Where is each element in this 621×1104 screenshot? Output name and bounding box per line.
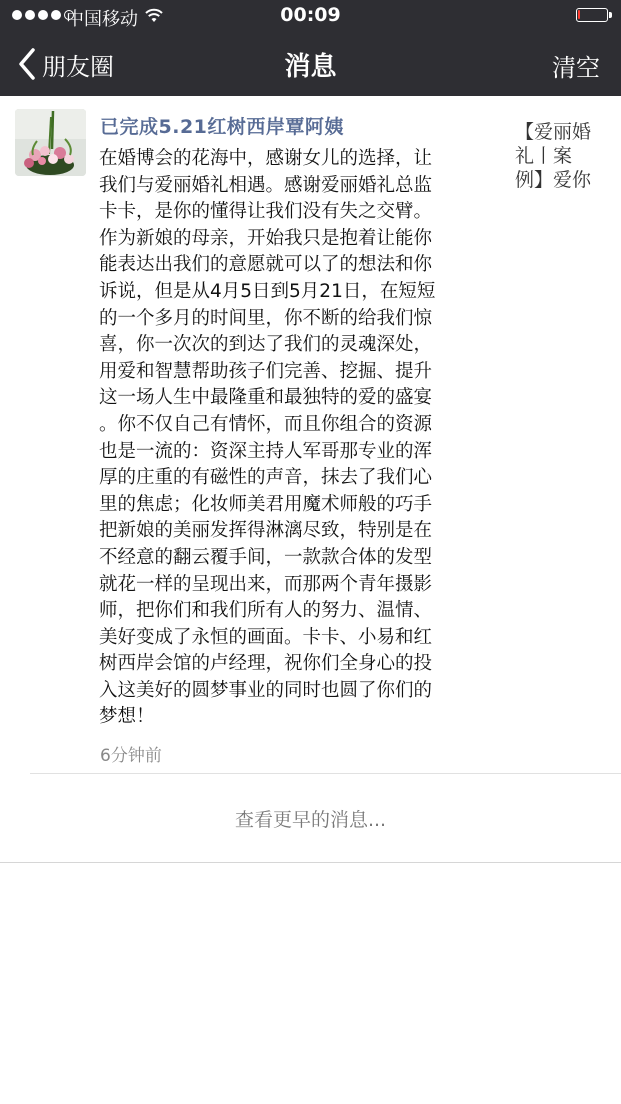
top-bar (0, 0, 621, 96)
page-title: 消息 (284, 52, 337, 82)
message-content-line: 就花一样的呈现出来，而那两个青年摄影 (99, 573, 433, 595)
message-content-line: 也是一流的：资深主持人军哥那专业的浑 (99, 440, 433, 462)
message-content-line: 这一场人生中最隆重和最独特的爱的盛宴 (99, 387, 433, 409)
message-content-line: 师，把你们和我们所有人的努力、温情、 (99, 600, 433, 622)
carrier-name: 中国移动 (66, 9, 138, 30)
avatar[interactable] (15, 109, 86, 176)
message-content-line: 梦想！ (99, 706, 155, 728)
message-content-line: 把新娘的美丽发挥得淋漓尽致，特别是在 (99, 520, 433, 542)
chevron-left-icon (16, 47, 38, 81)
message-content-line: 美好变成了永恒的画面。卡卡、小易和红 (99, 626, 433, 648)
flower-avatar-image (15, 109, 86, 176)
sender-name[interactable]: 已完成5.21红树西岸覃阿姨 (100, 116, 344, 138)
message-content-line: 厚的庄重的有磁性的声音，抹去了我们心 (99, 467, 433, 489)
message-content-line: 入这美好的圆梦事业的同时也圆了你们的 (99, 679, 433, 701)
load-earlier-messages-button[interactable]: 查看更早的消息... (234, 808, 387, 831)
message-item[interactable] (0, 96, 621, 774)
moment-preview-line: 礼丨案 (515, 145, 573, 167)
status-time: 00:09 (280, 4, 341, 26)
message-content-line: 能表达出我们的意愿就可以了的想法和你 (99, 254, 433, 276)
moment-preview-text[interactable] (515, 120, 609, 192)
divider (0, 862, 621, 863)
clear-button[interactable]: 清空 (552, 54, 600, 82)
message-content-line: 不经意的翻云覆手间，一款款合体的发型 (99, 546, 433, 568)
message-content-line: 用爱和智慧帮助孩子们完善、挖掘、提升 (99, 360, 433, 382)
status-bar (0, 0, 621, 32)
message-content (99, 146, 485, 731)
message-time: 6分钟前 (100, 746, 162, 766)
message-content-line: 诉说，但是从4月5日到5月21日，在短短 (99, 280, 436, 302)
message-content-line: 卡卡，是你的懂得让我们没有失之交臂。 (99, 201, 433, 223)
message-content-line: 在婚博会的花海中，感谢女儿的选择，让 (99, 148, 433, 169)
message-content-line: 树西岸会馆的卢经理，祝你们全身心的投 (99, 653, 433, 675)
message-content-line: 。你不仅自己有情怀，而且你组合的资源 (99, 413, 433, 435)
message-content-line: 喜，你一次次的到达了我们的灵魂深处， (99, 334, 433, 356)
message-content-line: 作为新娘的母亲，开始我只是抱着让能你 (99, 227, 433, 249)
back-label: 朋友圈 (42, 52, 114, 81)
message-content-line: 里的焦虑；化妆师美君用魔术师般的巧手 (99, 493, 433, 515)
moment-preview-line: 例】爱你 (515, 169, 592, 191)
battery-icon (576, 8, 608, 22)
message-content-line: 我们与爱丽婚礼相遇。感谢爱丽婚礼总监 (99, 174, 433, 196)
back-button[interactable] (16, 44, 114, 84)
message-content-line: 的一个多月的时间里，你不断的给我们惊 (99, 307, 433, 329)
moment-preview-line: 【爱丽婚 (515, 121, 592, 143)
